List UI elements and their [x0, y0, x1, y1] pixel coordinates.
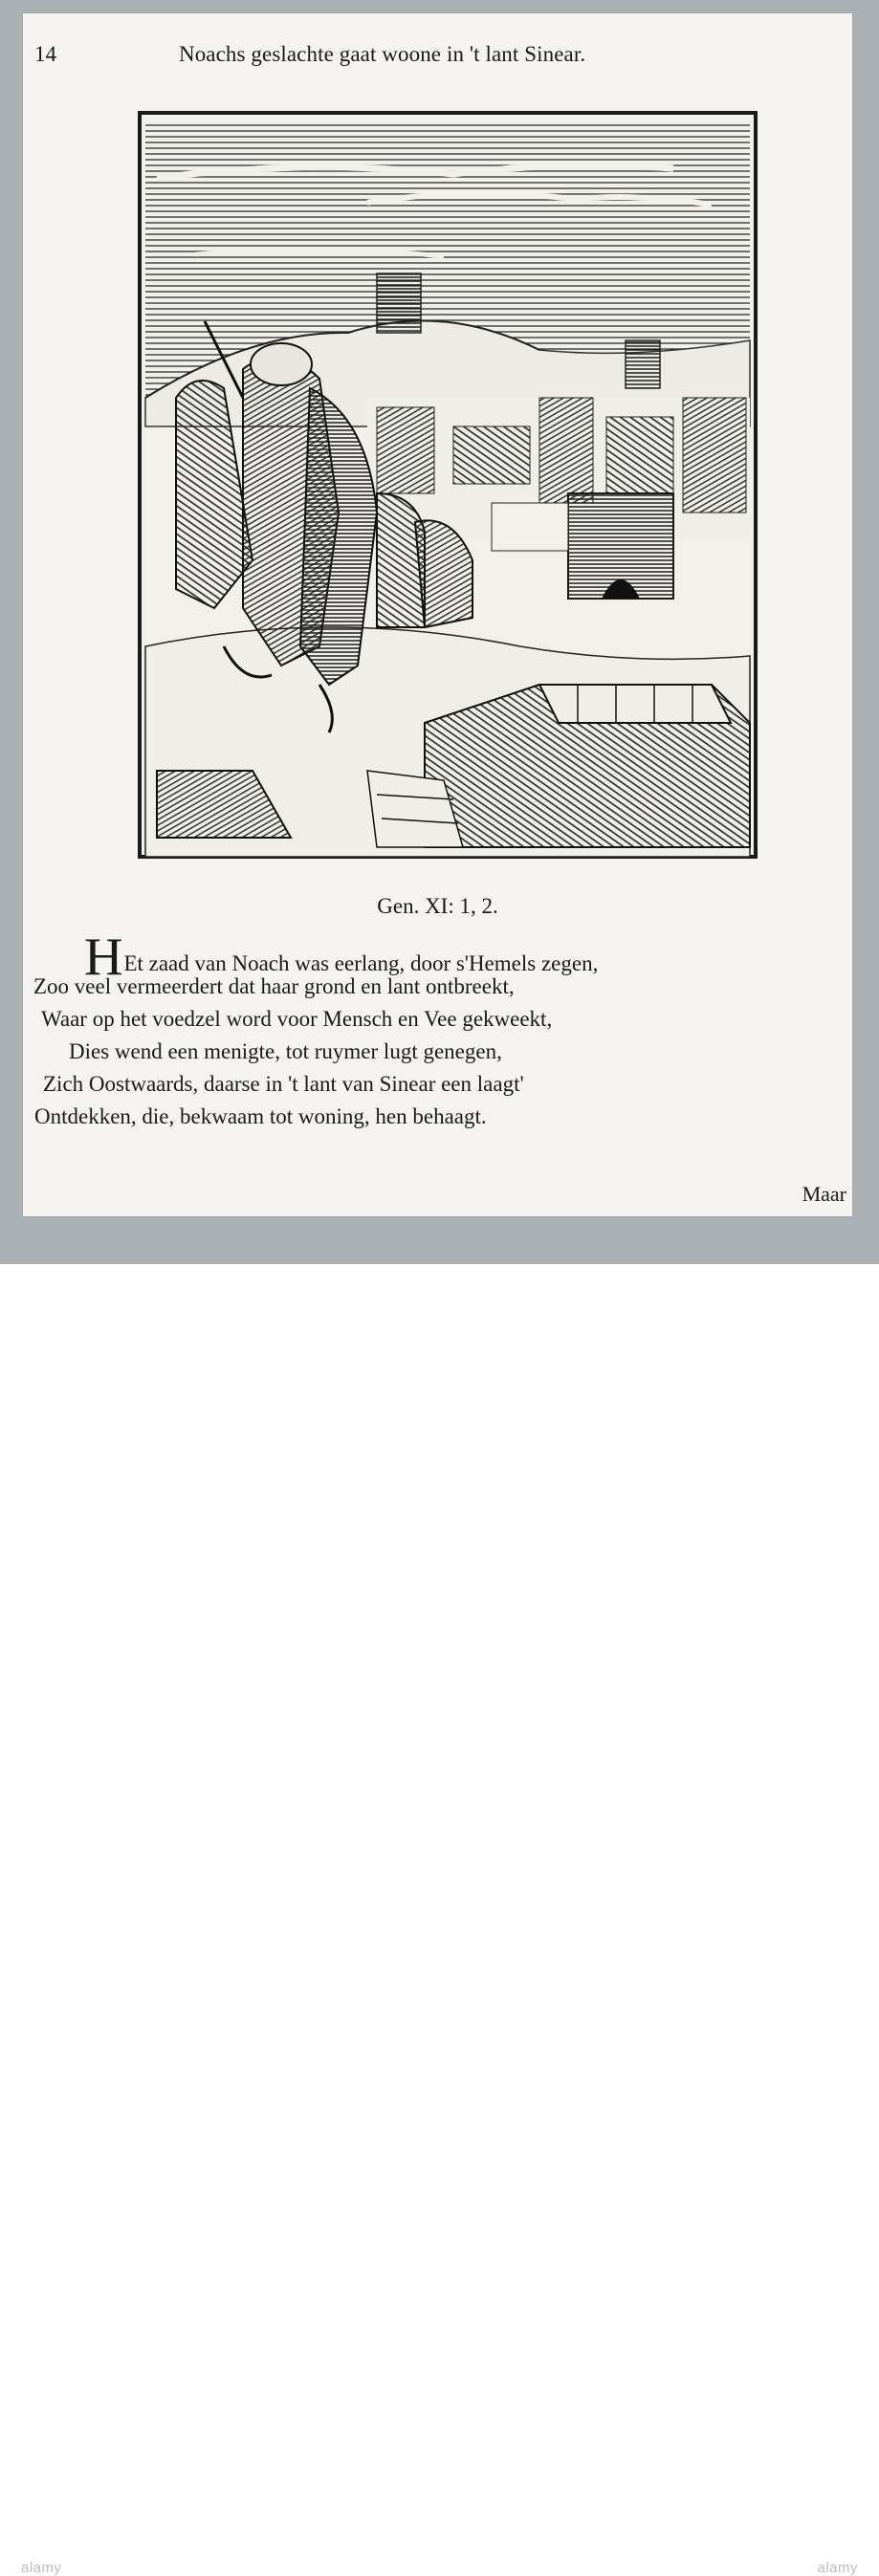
hilltop-tower — [377, 273, 421, 333]
page-header — [23, 42, 852, 80]
verse-line — [33, 1068, 846, 1101]
ruined-tower — [626, 340, 660, 388]
book-page — [23, 13, 852, 1216]
catchword: Maar — [802, 1182, 846, 1206]
verse-line-text: Et zaad van Noach was eerlang, door s'Hemels zegen, — [123, 951, 599, 975]
running-head: Noachs geslachte gaat woone in 't lant Sinear. — [179, 42, 586, 66]
verse-line — [33, 1003, 846, 1036]
verse-line-text: Dies wend een menigte, tot ruymer lugt genegen, — [69, 1039, 502, 1063]
verse-line-text: Zoo veel vermeerdert dat haar grond en lant ontbreekt, — [33, 974, 515, 998]
watermark-right: alamy — [817, 2560, 858, 2576]
verse-line-text: Waar op het voedzel word voor Mensch en Vee gekweekt, — [41, 1007, 553, 1031]
woodcut-illustration — [138, 111, 758, 859]
scripture-reference: Gen. XI: 1, 2. — [377, 894, 498, 918]
verse-line — [33, 971, 846, 1003]
verse-line-text: Ontdekken, die, bekwaam tot woning, hen behaagt. — [34, 1104, 487, 1128]
verse-line-text: Zich Oostwaards, daarse in 't lant van Sinear een laagt' — [43, 1072, 524, 1096]
verse-line — [33, 1101, 846, 1133]
verse-line — [33, 1036, 846, 1068]
watermark-left: alamy — [21, 2560, 62, 2576]
drop-capital: H — [84, 928, 123, 987]
bottom-strip — [0, 1264, 879, 2576]
page-number: 14 — [34, 42, 56, 66]
verse-block — [33, 928, 846, 1128]
